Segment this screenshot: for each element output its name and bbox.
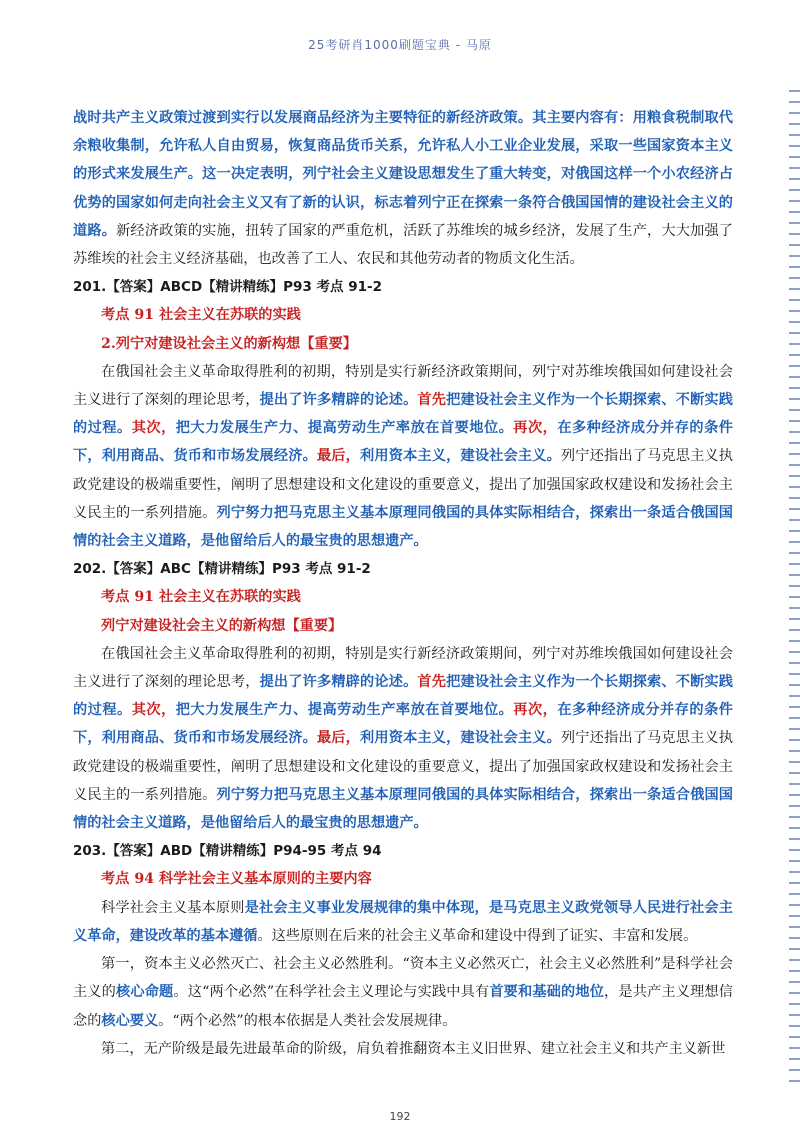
edge-stripe: [789, 794, 800, 802]
intro-text: 新经济政策的实施，扭转了国家的严重危机，活跃了苏维埃的城乡经济，发展了生产，大大加强了苏维埃的社会主义经济基础，也改善了工人、农民和其他劳动者的物质文化生活。: [73, 222, 733, 268]
edge-stripe: [789, 541, 800, 549]
edge-stripe: [789, 387, 800, 395]
edge-stripe: [789, 640, 800, 648]
first-text-g: 。“两个必然”的根本依据是人类社会发展规律。: [158, 1012, 457, 1029]
first-text-c: 。这“两个必然”在科学社会主义理论与实践中具有: [173, 984, 490, 1001]
document-body: [73, 104, 733, 1063]
edge-stripe: [789, 508, 800, 516]
second-principle-paragraph: 第二，无产阶级是最先进最革命的阶级，肩负着推翻资本主义旧世界、建立社会主义和共产主义新世: [101, 1040, 726, 1057]
edge-stripe: [789, 519, 800, 527]
lenin-text-2: 提出了许多精辟的论述。: [259, 674, 418, 691]
edge-stripe: [789, 442, 800, 450]
edge-stripe: [789, 343, 800, 351]
edge-stripe: [789, 255, 800, 263]
subtitle-heading-202: 列宁对建设社会主义的新构想【重要】: [101, 617, 343, 634]
edge-stripe: [789, 981, 800, 989]
lenin-text-7: 再次，: [513, 702, 558, 719]
edge-stripe: [789, 717, 800, 725]
first-text-f: 核心要义: [101, 1012, 159, 1029]
edge-stripe: [789, 618, 800, 626]
edge-stripe: [789, 156, 800, 164]
first-principle-paragraph: [73, 950, 733, 1035]
edge-stripe: [789, 893, 800, 901]
lenin-text-2: 提出了许多精辟的论述。: [259, 392, 418, 409]
answer-line-203: 203.【答案】ABD【精讲精练】P94-95 考点 94: [73, 843, 382, 860]
edge-stripe: [789, 904, 800, 912]
lenin-text-12: 列宁努力把马克思主义基本原理同俄国的具体实际相结合，探索出一条适合俄国国情的社会主义道路，是他留给后人的最宝贵的思想遗产。: [73, 504, 733, 550]
page-edge-decoration: [789, 90, 800, 1090]
edge-stripe: [789, 1025, 800, 1033]
lenin-text-5: 其次，: [131, 702, 176, 719]
lenin-text-6: 把大力发展生产力、提高劳动生产率放在首要地位。: [175, 420, 514, 437]
lenin-paragraph-201: [73, 358, 733, 555]
edge-stripe: [789, 651, 800, 659]
lenin-text-4: 把建设社会主义作为一个长期探索、不断实践的过程。: [73, 392, 733, 437]
edge-stripe: [789, 783, 800, 791]
edge-stripe: [789, 871, 800, 879]
edge-stripe: [789, 332, 800, 340]
edge-stripe: [789, 827, 800, 835]
lenin-text-1: 在俄国社会主义革命取得胜利的初期，特别是实行新经济政策期间，列宁对苏维埃俄国如何建设社会主义进行了深刻的理论思考，: [73, 645, 733, 691]
first-text-a: 第一，资本主义必然灭亡、社会主义必然胜利。“资本主义必然灭亡，社会主义必然胜利”是科学社会主义的: [73, 956, 733, 1001]
edge-stripe: [789, 915, 800, 923]
edge-stripe: [789, 420, 800, 428]
edge-stripe: [789, 1058, 800, 1066]
edge-stripe: [789, 244, 800, 252]
edge-stripe: [789, 585, 800, 593]
page-number: 192: [389, 1110, 411, 1123]
edge-stripe: [789, 123, 800, 131]
edge-stripe: [789, 1014, 800, 1022]
edge-stripe: [789, 552, 800, 560]
lenin-paragraph-202: [73, 640, 733, 837]
edge-stripe: [789, 684, 800, 692]
principles-paragraph: [73, 894, 733, 950]
edge-stripe: [789, 596, 800, 604]
page-header: 25考研肖1000刷题宝典 - 马原: [308, 38, 492, 52]
edge-stripe: [789, 838, 800, 846]
edge-stripe: [789, 728, 800, 736]
intro-paragraph: [73, 104, 733, 273]
edge-stripe: [789, 178, 800, 186]
edge-stripe: [789, 750, 800, 758]
edge-stripe: [789, 112, 800, 120]
edge-stripe: [789, 1036, 800, 1044]
edge-stripe: [789, 937, 800, 945]
edge-stripe: [789, 497, 800, 505]
edge-stripe: [789, 816, 800, 824]
edge-stripe: [789, 959, 800, 967]
edge-stripe: [789, 90, 800, 98]
edge-stripe: [789, 948, 800, 956]
edge-stripe: [789, 431, 800, 439]
first-text-b: 核心命题: [116, 984, 174, 1001]
edge-stripe: [789, 574, 800, 582]
edge-stripe: [789, 486, 800, 494]
edge-stripe: [789, 629, 800, 637]
lenin-text-9: 最后，: [316, 730, 361, 747]
edge-stripe: [789, 992, 800, 1000]
edge-stripe: [789, 233, 800, 241]
edge-stripe: [789, 376, 800, 384]
edge-stripe: [789, 1069, 800, 1077]
edge-stripe: [789, 695, 800, 703]
edge-stripe: [789, 200, 800, 208]
edge-stripe: [789, 607, 800, 615]
lenin-text-10: 利用资本主义，建设社会主义。: [360, 730, 561, 747]
edge-stripe: [789, 310, 800, 318]
edge-stripe: [789, 101, 800, 109]
intro-highlight: 战时共产主义政策过渡到实行以发展商品经济为主要特征的新经济政策。其主要内容有：用粮食税制取代余粮收集制，允许私人自由贸易，恢复商品货币关系，允许私人小工业企业发展，采取一些国家资本主义的形式来发展生产。这一决定表明，列宁社会主义建设思想发生了重大转变，对俄国这样一个小农经济占优势的国家如何走向社会主义又有了新的认识，标志着列宁正在探索一条符合俄国国情的建设社会主义的道路。: [73, 110, 733, 239]
edge-stripe: [789, 299, 800, 307]
edge-stripe: [789, 464, 800, 472]
lenin-text-3: 首先: [417, 674, 447, 691]
edge-stripe: [789, 409, 800, 417]
edge-stripe: [789, 1047, 800, 1055]
edge-stripe: [789, 145, 800, 153]
edge-stripe: [789, 860, 800, 868]
edge-stripe: [789, 706, 800, 714]
edge-stripe: [789, 189, 800, 197]
edge-stripe: [789, 1003, 800, 1011]
lenin-text-9: 最后，: [316, 448, 361, 465]
edge-stripe: [789, 167, 800, 175]
topic-heading-203: 考点 94 科学社会主义基本原则的主要内容: [101, 871, 372, 888]
edge-stripe: [789, 321, 800, 329]
edge-stripe: [789, 266, 800, 274]
lenin-text-5: 其次，: [131, 420, 176, 437]
principles-text-1: 科学社会主义基本原则: [101, 899, 245, 916]
edge-stripe: [789, 805, 800, 813]
edge-stripe: [789, 475, 800, 483]
edge-stripe: [789, 673, 800, 681]
edge-stripe: [789, 739, 800, 747]
principles-text-2: 是社会主义事业发展规律的集中体现，是马克思主义政党领导人民进行社会主义革命，建设改革的基本遵循: [73, 899, 733, 944]
lenin-text-12: 列宁努力把马克思主义基本原理同俄国的具体实际相结合，探索出一条适合俄国国情的社会主义道路，是他留给后人的最宝贵的思想遗产。: [73, 786, 733, 832]
edge-stripe: [789, 662, 800, 670]
edge-stripe: [789, 398, 800, 406]
edge-stripe: [789, 288, 800, 296]
edge-stripe: [789, 530, 800, 538]
principles-text-3: 。这些原则在后来的社会主义革命和建设中得到了证实、丰富和发展。: [257, 927, 698, 944]
edge-stripe: [789, 926, 800, 934]
lenin-text-3: 首先: [417, 392, 447, 409]
lenin-text-4: 把建设社会主义作为一个长期探索、不断实践的过程。: [73, 674, 733, 719]
edge-stripe: [789, 563, 800, 571]
edge-stripe: [789, 134, 800, 142]
edge-stripe: [789, 1080, 800, 1088]
lenin-text-1: 在俄国社会主义革命取得胜利的初期，特别是实行新经济政策期间，列宁对苏维埃俄国如何建设社会主义进行了深刻的理论思考，: [73, 363, 733, 409]
first-text-e: ，是共产主义理想信念的: [73, 984, 733, 1029]
edge-stripe: [789, 365, 800, 373]
edge-stripe: [789, 970, 800, 978]
edge-stripe: [789, 453, 800, 461]
edge-stripe: [789, 354, 800, 362]
topic-heading-202: 考点 91 社会主义在苏联的实践: [101, 589, 301, 606]
topic-heading-201: 考点 91 社会主义在苏联的实践: [101, 307, 301, 324]
edge-stripe: [789, 211, 800, 219]
edge-stripe: [789, 277, 800, 285]
subtitle-heading-201: 2.列宁对建设社会主义的新构想【重要】: [101, 335, 357, 352]
lenin-text-8: 在多种经济成分并存的条件下，利用商品、货币和市场发展经济。: [73, 420, 733, 465]
lenin-text-11: 列宁还指出了马克思主义执政党建设的极端重要性，阐明了思想建设和文化建设的重要意义，提出了加强国家政权建设和发扬社会主义民主的一系列措施。: [73, 448, 733, 521]
lenin-text-7: 再次，: [513, 420, 558, 437]
lenin-text-8: 在多种经济成分并存的条件下，利用商品、货币和市场发展经济。: [73, 702, 733, 747]
edge-stripe: [789, 882, 800, 890]
answer-line-201: 201.【答案】ABCD【精讲精练】P93 考点 91-2: [73, 279, 383, 296]
edge-stripe: [789, 772, 800, 780]
edge-stripe: [789, 849, 800, 857]
lenin-text-10: 利用资本主义，建设社会主义。: [360, 448, 561, 465]
lenin-text-6: 把大力发展生产力、提高劳动生产率放在首要地位。: [175, 702, 514, 719]
lenin-text-11: 列宁还指出了马克思主义执政党建设的极端重要性，阐明了思想建设和文化建设的重要意义，提出了加强国家政权建设和发扬社会主义民主的一系列措施。: [73, 730, 733, 803]
first-text-d: 首要和基础的地位: [489, 984, 605, 1001]
edge-stripe: [789, 761, 800, 769]
answer-line-202: 202.【答案】ABC【精讲精练】P93 考点 91-2: [73, 561, 371, 578]
edge-stripe: [789, 222, 800, 230]
